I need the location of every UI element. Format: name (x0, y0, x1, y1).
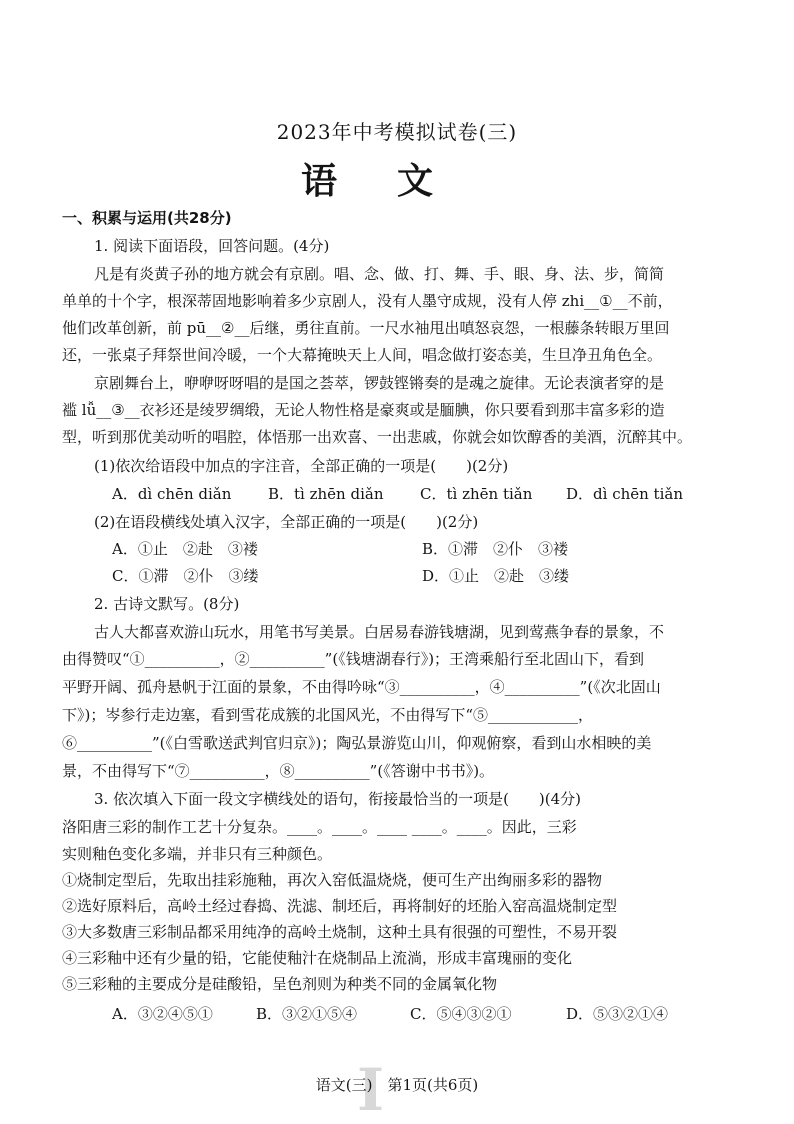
q2-text-line: ⑥__________”(《白雪歌送武判官归京》)；陶弘景游览山川，仰观俯察，看到山水相映的美 (62, 734, 652, 752)
q1-paragraph-line: 还，一张桌子拜祭世间冷暖，一个大幕掩映天上人间，唱念做打姿态美，生旦净丑角色全。 (62, 346, 663, 364)
q3-option-a: A．③②④⑤① (112, 1005, 213, 1023)
q3-item: ①烧制定型后，先取出挂彩施釉，再次入窑低温烧烧，便可生产出绚丽多彩的器物 (62, 871, 603, 889)
q3-item: ⑤三彩釉的主要成分是硅酸铅，呈色剂则为种类不同的金属氧化物 (62, 975, 498, 993)
q3-option-c: C．⑤④③②① (410, 1005, 512, 1023)
q1-sub1-option-c: C．tì zhēn tiǎn (420, 485, 533, 503)
q1-sub-question-2: (2)在语段横线处填入汉字，全部正确的一项是( )(2分) (94, 513, 479, 531)
exam-title: 2023年中考模拟试卷(三) (276, 120, 518, 144)
q3-option-d: D．⑤③②①④ (566, 1005, 669, 1023)
q1-paragraph-line: 单单的十个字，根深蒂固地影响着多少京剧人，没有人墨守成规，没有人停 zhi__①__不前， (62, 292, 673, 310)
q3-item: ④三彩釉中还有少量的铅，它能使釉汁在烧制品上流淌，形成丰富瑰丽的变化 (62, 949, 573, 967)
q1-sub2-option-c: C．①滞 ②仆 ③缕 (112, 567, 259, 585)
q3-option-b: B．③②①⑤④ (256, 1005, 358, 1023)
q1-sub2-option-d: D．①止 ②赴 ③缕 (422, 567, 570, 585)
q2-text-line: 平野开阔、孤舟悬帆于江面的景象，不由得吟咏“③__________，④__________”(《次北固山 (62, 678, 661, 696)
q1-sub-question-1: (1)依次给语段中加点的字注音，全部正确的一项是( )(2分) (94, 457, 509, 475)
q2-text-line: 下》)；岑参行走边塞，看到雪花成簇的北国风光，不由得写下“⑤____________， (62, 706, 594, 724)
q3-text-line: 实则釉色变化多端，并非只有三种颜色。 (62, 845, 333, 863)
q2-text-line: 由得赞叹“①__________，②__________”(《钱塘湖春行》)；王湾乘船行至北固山下，看到 (62, 650, 645, 668)
q1-paragraph-line: 凡是有炎黄子孙的地方就会有京剧。唱、念、做、打、舞、手、眼、身、法、步，简简 (94, 265, 665, 283)
q2-text-line: 古人大都喜欢游山玩水，用笔书写美景。白居易春游钱塘湖，见到莺燕争春的景象，不 (94, 623, 665, 641)
q3-text-line: 洛阳唐三彩的制作工艺十分复杂。____。____。____ ____。____。因此，三彩 (62, 818, 577, 836)
question-1-stem: 1. 阅读下面语段，回答问题。(4分) (94, 237, 330, 255)
q3-item: ②选好原料后，高岭土经过舂捣、洗滤、制坯后，再将制好的坯胎入窑高温烧制定型 (62, 897, 618, 915)
question-3-stem: 3. 依次填入下面一段文字横线处的语句，衔接最恰当的一项是( )(4分) (94, 790, 582, 808)
q1-sub2-option-a: A．①止 ②赴 ③褛 (112, 540, 258, 558)
q1-sub1-option-d: D．dì chēn tiǎn (566, 485, 683, 503)
q1-sub1-option-a: A．dì chēn diǎn (112, 485, 232, 503)
question-2-stem: 2. 古诗文默写。(8分) (94, 595, 240, 613)
watermark-stamp: I (357, 1056, 385, 1124)
q1-paragraph-line: 他们改革创新，前 pū__②__后继，勇往直前。一尺水袖甩出嗔怒哀怨，一根藤条转眼万里回 (62, 319, 670, 337)
q2-text-line: 景，不由得写下“⑦__________，⑧__________”(《答谢中书书》)。 (62, 762, 495, 780)
q1-sub1-option-b: B．tì zhēn diǎn (268, 485, 384, 503)
q1-paragraph-line: 褴 lǚ__③__衣衫还是绫罗绸缎，无论人物性格是豪爽或是腼腆，你只要看到那丰富多彩的造 (62, 401, 665, 419)
section-heading: 一、积累与运用(共28分) (62, 209, 232, 227)
q3-item: ③大多数唐三彩制品都采用纯净的高岭土烧制，这种土具有很强的可塑性，不易开裂 (62, 923, 618, 941)
subject-title: 语文 (300, 160, 493, 202)
page-footer: 语文(三) 第1页(共6页) (315, 1076, 479, 1094)
q1-paragraph-line: 型，听到那优美动听的唱腔，体悟那一出欢喜、一出悲戚，你就会如饮醇香的美酒，沉醉其中。 (62, 428, 693, 446)
q1-paragraph-line: 京剧舞台上，咿咿呀呀唱的是国之荟萃，锣鼓铿锵奏的是魂之旋律。无论表演者穿的是 (94, 374, 665, 392)
q1-sub2-option-b: B．①滞 ②仆 ③褛 (422, 540, 569, 558)
